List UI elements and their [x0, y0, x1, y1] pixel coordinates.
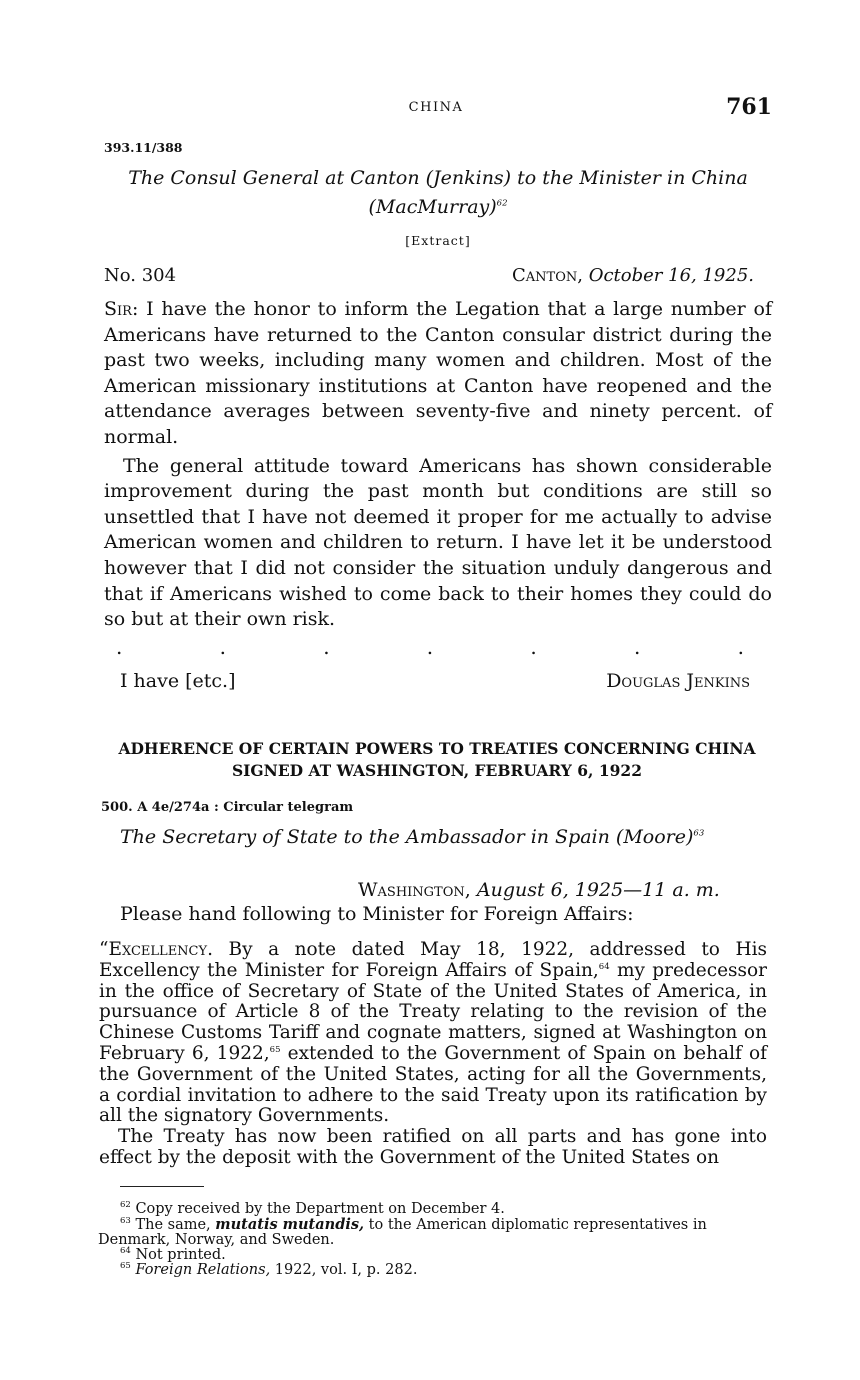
telegram-paragraph-2: The Treaty has now been ratified on all parts and has gone into effect by the deposit with the Government of the United States on: [99, 1126, 767, 1168]
telegram-paragraph-1: [99, 940, 767, 1127]
footnote-ref-63: 63: [693, 828, 705, 839]
footnote-text-b: 1922, vol. I, p. 282.: [274, 1262, 418, 1278]
file-number: 393.11/388: [104, 140, 183, 155]
omission-dot: .: [426, 635, 434, 659]
document-title-2-text: The Secretary of State to the Ambassador in Spain (Moore): [120, 826, 694, 848]
page-number: 761: [726, 94, 772, 120]
footnote-text: Not printed.: [135, 1247, 226, 1263]
paragraph-1: [104, 297, 772, 451]
omission-dot: .: [530, 635, 537, 659]
footnote-63: [98, 1217, 768, 1248]
footnote-64: [98, 1248, 768, 1263]
closing-phrase: I have [etc.]: [120, 670, 236, 692]
extract-label: [Extract]: [405, 233, 471, 248]
footnote-mark: 62: [120, 1200, 131, 1211]
footnote-text: Copy received by the Department on December 4.: [135, 1201, 505, 1217]
footnote-65: [98, 1263, 768, 1278]
omission-dot: .: [323, 635, 330, 659]
dateline-date: October 16, 1925.: [588, 265, 754, 286]
footnote-ref-62: 62: [496, 198, 508, 209]
running-title: CHINA: [408, 100, 464, 115]
footnote-62: [98, 1202, 768, 1217]
letter-body: [104, 297, 772, 633]
telegram-salutation: “Excellency.: [99, 939, 213, 960]
section-heading-line2: SIGNED AT WASHINGTON, FEBRUARY 6, 1922: [231, 761, 642, 780]
omission-dot: .: [116, 635, 123, 659]
telegram-instruction: Please hand following to Minister for Foreign Affairs:: [120, 903, 634, 925]
section-heading: [100, 738, 774, 782]
paragraph-1-text: I have the honor to inform the Legation that a large number of Americans have returned to the Canton consular district during the past two weeks, including many women and children. Most of the American missionary institutions at Canton have reopened and the attendance averages between seventy-five and ninety percent. of normal.: [104, 298, 772, 448]
dateline-place: Canton,: [512, 265, 583, 286]
dateline-2-date: August 6, 1925—11 a. m.: [476, 879, 720, 901]
omission-dot: .: [633, 635, 641, 659]
omission-dots: [116, 635, 744, 659]
salutation: Sir:: [104, 298, 139, 320]
running-head: [100, 96, 772, 124]
despatch-number: No. 304: [104, 265, 177, 286]
footnotes: [98, 1202, 768, 1278]
telegram-paragraph-1-b: my predecessor in the office of Secretary of State of the United States of America, in pursuance of Article 8 of the Treaty relating to the revision of the Chinese Customs Tariff and cognate matters, signed at Washington on February 6, 1922,: [99, 959, 768, 1064]
place-and-date: [512, 265, 754, 286]
footnote-text-b: to the American diplomatic representatives in Denmark, Norway, and Sweden.: [98, 1217, 707, 1248]
footnote-text-italic: mutatis mutandis,: [215, 1216, 365, 1233]
footnote-ref-65: 65: [269, 1044, 281, 1055]
footnote-ref-64: 64: [598, 961, 610, 972]
footnote-text-italic: Foreign Relations,: [135, 1262, 271, 1278]
document-title-line2: [100, 193, 776, 222]
footnote-text-a: The same,: [135, 1217, 211, 1233]
telegram-paragraph-1-a: By a note dated May 18, 1922, addressed to His Excellency the Minister for Foreign Affairs of Spain,: [99, 939, 767, 981]
telegram-body: [99, 940, 767, 1169]
document-title-2: [120, 826, 704, 848]
document-title-recipient: (MacMurray): [368, 196, 497, 218]
dateline-2: [358, 879, 720, 901]
signature: Douglas Jenkins: [606, 670, 750, 692]
footnote-mark: 65: [120, 1261, 131, 1272]
omission-dot: .: [737, 635, 744, 659]
footnote-mark: 63: [120, 1216, 131, 1227]
file-number-2: 500. A 4e/274a : Circular telegram: [101, 800, 354, 815]
document-title: [100, 164, 776, 222]
footnote-rule: [120, 1186, 204, 1187]
telegram-paragraph-1-c: extended to the Government of Spain on behalf of the Government of the United States, acting for all the Governments, a cordial invitation to adhere to the said Treaty upon its ratification by all the signatory Governments.: [99, 1042, 767, 1127]
footnote-mark: 64: [120, 1246, 131, 1257]
paragraph-2: The general attitude toward Americans has shown considerable improvement during the past month but conditions are still so unsettled that I have not deemed it proper for me actually to advise American women and children to return. I have let it be understood however that I did not consider the situation unduly dangerous and that if Americans wished to come back to their homes they could do so but at their own risk.: [104, 454, 772, 631]
document-title-line1: The Consul General at Canton (Jenkins) to the Minister in China: [128, 167, 748, 189]
dateline-2-place: Washington,: [358, 879, 471, 901]
omission-dot: .: [219, 635, 226, 659]
section-heading-line1: ADHERENCE OF CERTAIN POWERS TO TREATIES CONCERNING CHINA: [118, 739, 756, 758]
